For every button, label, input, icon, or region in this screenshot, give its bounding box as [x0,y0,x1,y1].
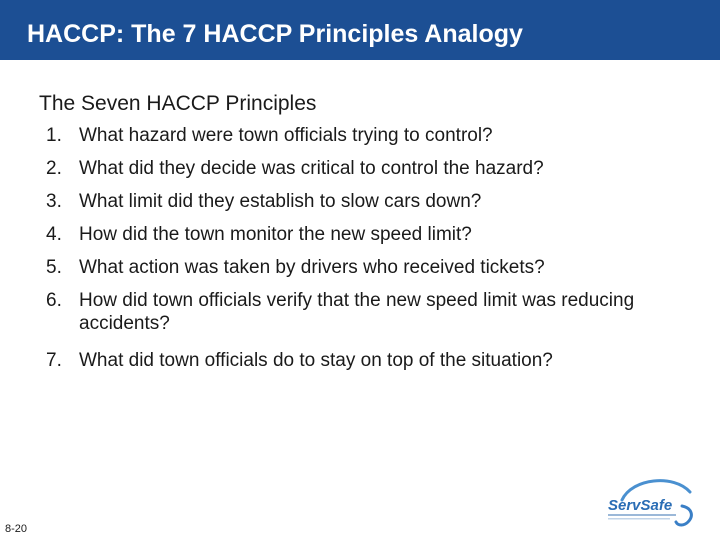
list-item [46,124,686,147]
title-bar [0,0,720,60]
list-item-text: How did the town monitor the new speed limit? [79,224,472,245]
list-item-text: What did they decide was critical to control the hazard? [79,158,544,179]
list-item-number: 5. [46,257,62,278]
list-item-text: How did town officials verify that the new speed limit was reducing accidents? [79,290,635,334]
list-item-text: What did town officials do to stay on top of the situation? [79,350,553,371]
list-item [46,157,686,180]
list-item [46,256,686,279]
servsafe-logo [604,470,700,532]
slide-title: HACCP: The 7 HACCP Principles Analogy [27,20,523,48]
slide-number: 8-20 [5,523,28,535]
list-item [46,190,686,213]
list-item-text: What hazard were town officials trying to control? [79,125,493,146]
list-item [46,349,686,372]
list-item-text: What action was taken by drivers who received tickets? [79,257,545,278]
list-item-number: 1. [46,125,62,146]
list-item-number: 4. [46,224,62,245]
svg-text:ServSafe: ServSafe [608,497,673,514]
list-item-number: 6. [46,290,62,311]
list-item-number: 7. [46,350,62,371]
list-item [46,289,686,335]
list-item-number: 2. [46,158,62,179]
list-item-number: 3. [46,191,62,212]
list-item-text: What limit did they establish to slow cars down? [79,191,482,212]
principles-list [46,124,686,372]
section-heading: The Seven HACCP Principles [39,92,317,115]
list-item [46,223,686,246]
